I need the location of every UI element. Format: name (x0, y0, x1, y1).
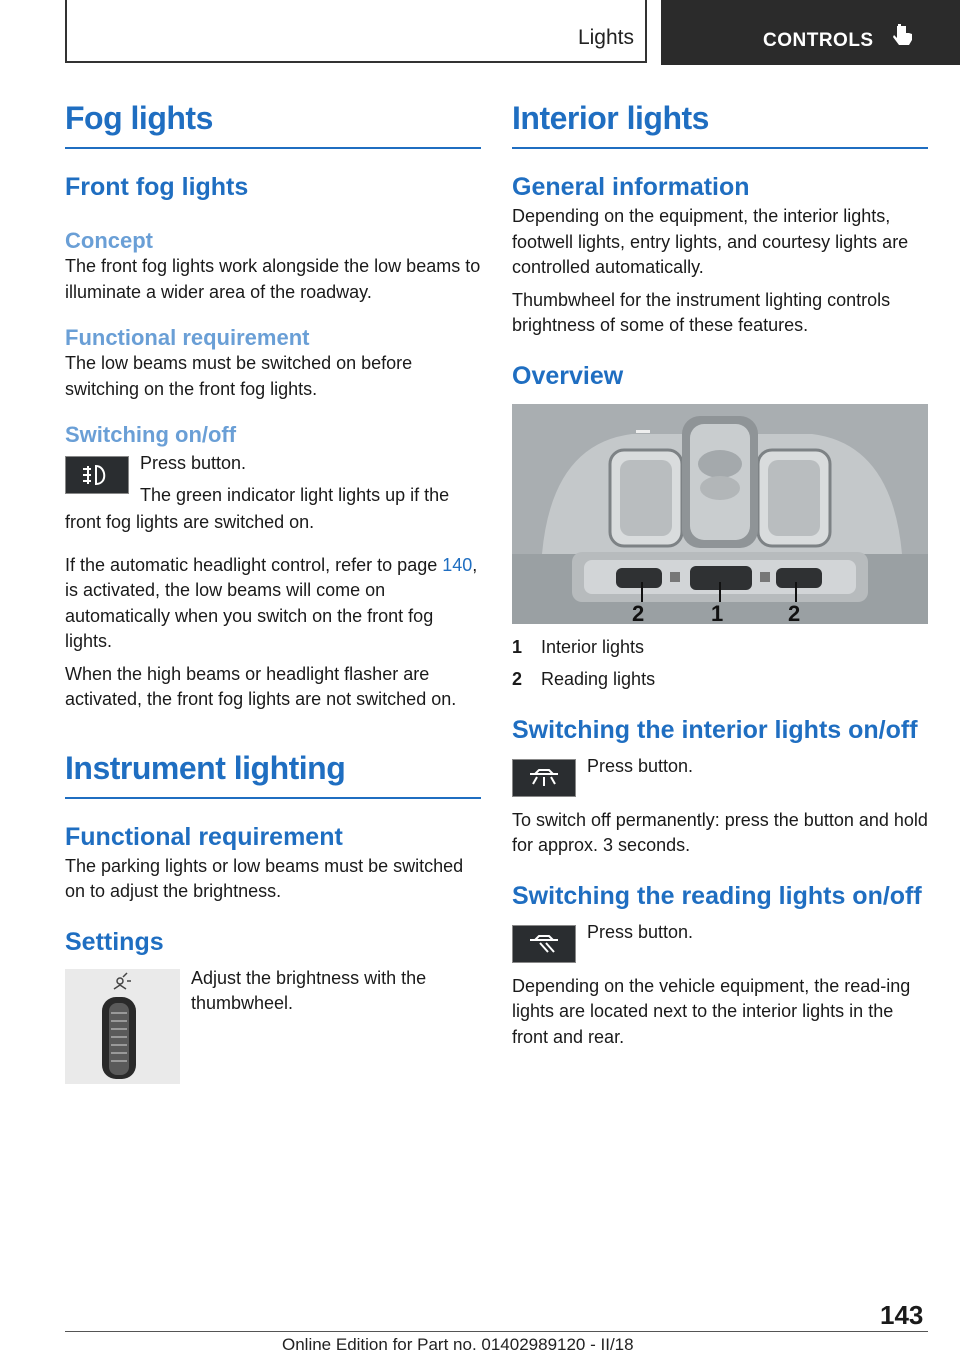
photo-label-left: 2 (632, 600, 645, 626)
text-automatic-headlight (65, 553, 481, 655)
text-indicator-line1: The green indicator light lights up if the (140, 485, 450, 505)
heading-general-information: General information (512, 173, 750, 201)
text-parking-lights: The parking lights or low beams must be switched on to adjust the brightness. (65, 855, 464, 901)
interior-button-row (512, 757, 928, 805)
legend-text: Reading lights (541, 668, 656, 689)
text-indicator-line2: front fog lights are switched on. (65, 512, 315, 532)
text-functional-requirement: The low beams must be switched on before switching on the front fog lights. (65, 353, 413, 399)
heading-concept: Concept (65, 228, 153, 253)
header-frame (65, 0, 647, 63)
heading-functional-requirement: Functional requirement (65, 325, 310, 350)
header-section-title: Lights (577, 26, 634, 49)
photo-label-center: 1 (711, 600, 724, 626)
heading-switching-interior: Switching the interior lights on/off (512, 715, 918, 744)
text-press-button: Press button. (140, 453, 247, 473)
legend-text: Interior lights (541, 636, 645, 657)
text-auto-post: , is activated, the low beams will come on automatically when you switch on the front fog lights. (65, 554, 478, 651)
interior-light-button-icon (512, 759, 576, 797)
heading-switching-reading: Switching the reading lights on/off (512, 881, 922, 910)
text-press-button-reading: Press button. (587, 921, 694, 942)
text-auto-pre: If the automatic headlight control, refer to page (65, 554, 443, 575)
header-tab-label: CONTROLS (763, 30, 874, 51)
photo-label-right: 2 (788, 600, 801, 626)
text-reading-lights-location: Depending on the vehicle equipment, the read-ing lights are located next to the interior lights in the front and rear. (512, 975, 911, 1047)
heading-switching: Switching on/off (65, 422, 237, 447)
text-high-beams: When the high beams or headlight flasher are activated, the front fog lights are not switched on. (65, 663, 457, 709)
legend-number: 2 (512, 668, 523, 689)
fog-button-row (65, 454, 481, 516)
reading-button-row (512, 923, 928, 971)
heading-settings: Settings (65, 927, 164, 956)
text-adjust-brightness: Adjust the brightness with the thumbwheel. (191, 967, 427, 1013)
fog-light-button-icon (65, 456, 129, 494)
section-heading-instrument-lighting: Instrument lighting (65, 750, 481, 799)
text-thumbwheel-controls: Thumbwheel for the instrument lighting controls brightness of some of these features. (512, 289, 891, 335)
text-concept: The front fog lights work alongside the low beams to illuminate a wider area of the roadway. (65, 256, 481, 302)
legend-list (512, 633, 928, 701)
thumbwheel-row (65, 969, 481, 1089)
footer-edition-text: Online Edition for Part no. 01402989120 - II/18 (282, 1335, 634, 1354)
text-press-button-interior: Press button. (587, 755, 694, 776)
footer-divider (65, 1331, 928, 1332)
heading-front-fog-lights: Front fog lights (65, 173, 249, 201)
legend-number: 1 (512, 636, 523, 657)
overview-photo (512, 404, 928, 626)
section-heading-interior-lights: Interior lights (512, 100, 928, 149)
pointing-hand-icon (893, 24, 915, 55)
heading-functional-requirement-2: Functional requirement (65, 822, 343, 851)
page-number: 143 (880, 1300, 924, 1330)
text-switch-off-permanently: To switch off permanently: press the button and hold for approx. 3 seconds. (512, 809, 928, 855)
section-heading-fog-lights: Fog lights (65, 100, 481, 149)
right-column (512, 100, 928, 1050)
header-tab-controls[interactable] (661, 0, 960, 65)
heading-overview: Overview (512, 361, 624, 390)
thumbwheel-image (65, 969, 180, 1084)
left-column (65, 100, 481, 1089)
text-general: Depending on the equipment, the interior lights, footwell lights, entry lights, and courtesy lights are controlled automatically. (512, 206, 909, 277)
page-link-140[interactable]: 140 (442, 554, 473, 575)
reading-light-button-icon (512, 925, 576, 963)
